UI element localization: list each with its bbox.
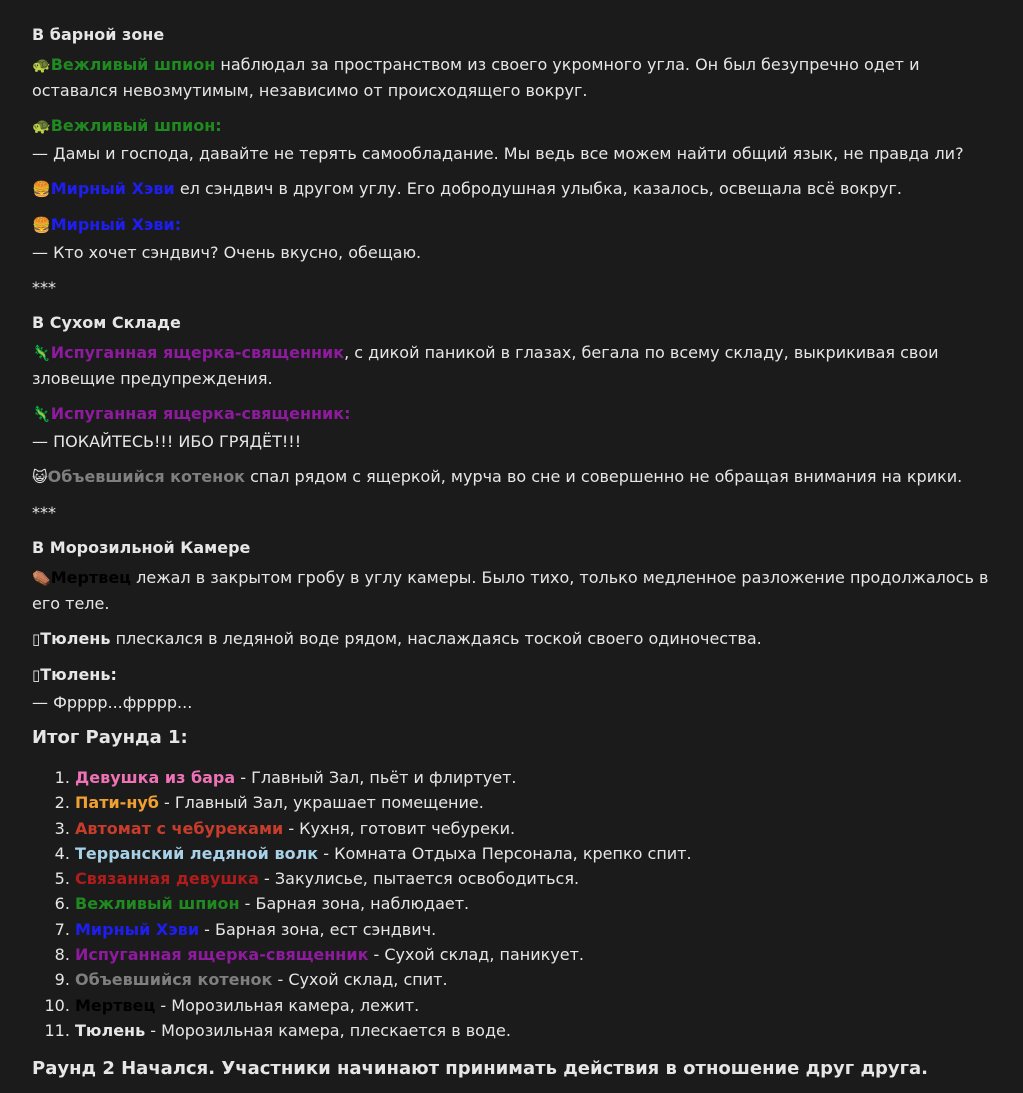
speaker-name: Испуганная ящерка-священник: <box>50 404 351 423</box>
summary-character-name: Пати-нуб <box>75 793 159 813</box>
speaker-seal <box>32 662 991 688</box>
character-name: Испуганная ящерка-священник <box>50 343 345 362</box>
summary-status-text: - Барная зона, ест сэндвич. <box>199 919 437 939</box>
dialogue-line: — Фрррр...фрррр... <box>32 693 193 712</box>
summary-status-text: - Морозильная камера, плескается в воде. <box>145 1020 511 1040</box>
speaker-spy <box>32 113 991 139</box>
lizard-icon: 🦎 <box>32 405 51 423</box>
section-heading-bar: В барной зоне <box>32 25 165 44</box>
dialogue-line: — ПОКАЙТЕСЬ!!! ИБО ГРЯДЁТ!!! <box>32 432 302 451</box>
summary-item <box>75 816 991 841</box>
summary-item <box>75 967 991 992</box>
summary-item <box>75 841 991 866</box>
summary-character-name: Терранский ледяной волк <box>75 843 319 863</box>
summary-character-name: Испуганная ящерка-священник <box>75 945 369 965</box>
speaker-name: Тюлень: <box>40 665 117 684</box>
scene-separator: *** <box>32 278 56 297</box>
character-name: Мирный Хэви <box>50 179 175 198</box>
speaker-lizard <box>32 401 991 427</box>
turtle-icon: 🐢 <box>32 56 51 74</box>
summary-character-name: Связанная девушка <box>75 869 259 889</box>
summary-character-name: Вежливый шпион <box>75 894 240 914</box>
summary-item <box>75 917 991 942</box>
summary-status-text: - Барная зона, наблюдает. <box>239 894 470 914</box>
narration-seal <box>32 626 991 652</box>
turtle-icon: 🐢 <box>32 117 51 135</box>
summary-character-name: Тюлень <box>75 1020 146 1040</box>
summary-character-name: Мертвец <box>75 995 156 1015</box>
narration-hevi <box>32 176 991 202</box>
summary-character-name: Девушка из бара <box>75 768 236 787</box>
summary-status-text: - Кухня, готовит чебуреки. <box>283 818 516 838</box>
narration-kitten <box>32 464 991 490</box>
scene-separator: *** <box>32 503 56 522</box>
summary-character-name: Объевшийся котенок <box>75 970 273 990</box>
burger-icon: 🍔 <box>32 180 51 198</box>
summary-item <box>75 891 991 916</box>
speaker-name: Вежливый шпион: <box>50 116 222 135</box>
lizard-icon: 🦎 <box>32 344 51 362</box>
summary-status-text: - Главный Зал, пьёт и флиртует. <box>235 768 517 787</box>
narration-text: ел сэндвич в другом углу. Его добродушная улыбка, казалось, освещала всё вокруг. <box>174 179 902 198</box>
summary-status-text: - Комната Отдыха Персонала, крепко спит. <box>318 843 692 863</box>
character-name: Объевшийся котенок <box>47 467 246 486</box>
round-summary-title: Итог Раунда 1: <box>32 727 188 748</box>
coffin-icon: ⚰️ <box>32 569 51 587</box>
round-2-heading: Раунд 2 Начался. Участники начинают принимать действия в отношение друг друга. <box>32 1058 928 1080</box>
burger-icon: 🍔 <box>32 216 51 234</box>
round-summary-list <box>32 765 991 1043</box>
summary-character-name: Автомат с чебуреками <box>75 818 284 838</box>
summary-status-text: - Морозильная камера, лежит. <box>155 995 420 1015</box>
summary-item <box>75 765 991 790</box>
summary-item <box>75 942 991 967</box>
narration-text: лежал в закрытом гробу в углу камеры. Было тихо, только медленное разложение продолжалось в его теле. <box>32 568 989 613</box>
speaker-hevi <box>32 212 991 238</box>
summary-item <box>75 1018 991 1043</box>
summary-status-text: - Главный Зал, украшает помещение. <box>158 793 484 813</box>
cat-icon: 😺 <box>32 468 48 486</box>
narration-text: спал рядом с ящеркой, мурча во сне и совершенно не обращая внимания на крики. <box>245 467 963 486</box>
summary-status-text: - Закулисье, пытается освободиться. <box>258 869 580 889</box>
narration-corpse <box>32 565 991 616</box>
narration-lizard <box>32 340 991 391</box>
speaker-name: Мирный Хэви: <box>50 215 182 234</box>
character-name: Тюлень <box>40 629 111 648</box>
dialogue-line: — Кто хочет сэндвич? Очень вкусно, обещаю. <box>32 243 422 262</box>
seal-icon: ▯ <box>32 630 41 648</box>
character-name: Вежливый шпион <box>50 55 216 74</box>
summary-item <box>75 790 991 815</box>
section-heading-freezer: В Морозильной Камере <box>32 538 251 557</box>
summary-item <box>75 993 991 1018</box>
summary-status-text: - Сухой склад, спит. <box>272 970 448 990</box>
narration-text: наблюдал за пространством из своего укромного угла. Он был безупречно одет и оставался невозмутимым, независимо от происходящего вокруг. <box>32 55 920 100</box>
summary-item <box>75 866 991 891</box>
summary-character-name: Мирный Хэви <box>75 919 200 939</box>
section-heading-storage: В Сухом Складе <box>32 313 181 332</box>
character-name: Мертвец <box>50 568 132 587</box>
seal-icon: ▯ <box>32 666 41 684</box>
narration-text: плескался в ледяной воде рядом, наслаждаясь тоской своего одиночества. <box>110 629 762 648</box>
narration-spy <box>32 52 991 103</box>
dialogue-line: — Дамы и господа, давайте не терять самообладание. Мы ведь все можем найти общий язык, не правда ли? <box>32 144 964 163</box>
narration-text: , с дикой паникой в глазах, бегала по всему складу, выкрикивая свои зловещие предупреждения. <box>32 343 939 388</box>
summary-status-text: - Сухой склад, паникует. <box>368 945 584 965</box>
